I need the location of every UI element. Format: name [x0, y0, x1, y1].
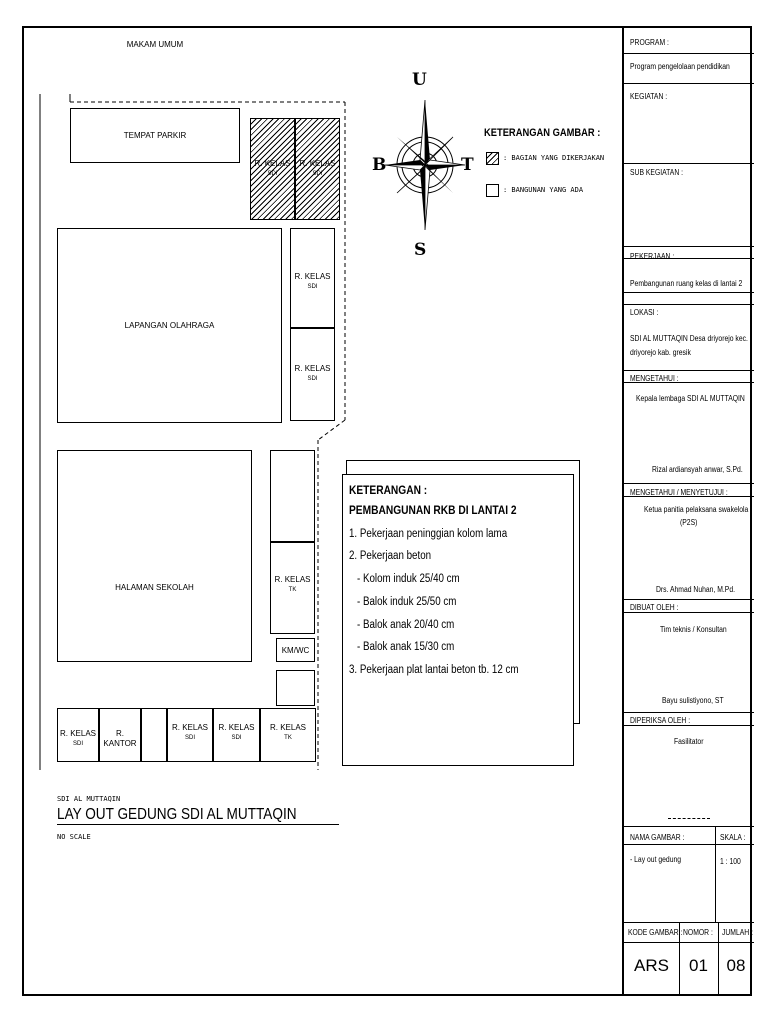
compass-south-label: S: [414, 240, 427, 260]
legend-title: KETERANGAN GAMBAR :: [484, 127, 601, 139]
pekerjaan-value: Pembangunan ruang kelas di lantai 2: [630, 279, 743, 288]
kode-gambar-label: KODE GAMBAR :: [628, 928, 683, 937]
kode-gambar-value: ARS: [634, 956, 669, 975]
classroom-tk-right-label: R. KELAS: [274, 575, 311, 584]
drawing-title-main: LAY OUT GEDUNG SDI AL MUTTAQIN: [57, 806, 339, 825]
skala-value: 1 : 100: [720, 857, 741, 866]
skala-label: SKALA :: [720, 833, 746, 842]
legend-empty-swatch: [486, 184, 499, 197]
small-block: [276, 670, 315, 706]
tb-divider: [624, 922, 754, 923]
parking-area: [70, 108, 240, 163]
bottom-classroom-4: [260, 708, 316, 762]
menyetujui-name: Drs. Ahmad Nuhan, M.Pd.: [656, 585, 735, 594]
jumlah-label: JUMLAH :: [722, 928, 753, 937]
nama-gambar-value: - Lay out gedung: [630, 855, 682, 864]
lokasi-value-2: driyorejo kab. gresik: [630, 348, 691, 357]
notes-subtitle: PEMBANGUNAN RKB DI LANTAI 2: [349, 503, 517, 517]
tb-divider: [624, 483, 754, 484]
compass-north-label: U: [412, 70, 427, 90]
program-label: PROGRAM :: [630, 38, 669, 47]
title-block: [622, 28, 752, 994]
menyetujui-role-1: Ketua panitia pelaksana swakelola: [644, 505, 749, 514]
bottom-classroom-1-label: R. KELAS: [59, 729, 96, 738]
notes-box: [342, 474, 574, 766]
lokasi-label: LOKASI :: [630, 308, 659, 317]
tb-divider: [624, 246, 754, 247]
classroom-right-2-label: R. KELAS: [294, 364, 331, 373]
tb-divider: [624, 370, 754, 371]
office-room-label: R. KANTOR: [103, 729, 137, 748]
classroom-right-1: [290, 228, 335, 328]
school-yard-label: HALAMAN SEKOLAH: [115, 583, 194, 592]
tb-divider: [624, 163, 754, 164]
tb-divider: [624, 826, 754, 827]
nomor-label: NOMOR :: [683, 928, 713, 937]
tb-divider: [624, 942, 754, 943]
compass-west-label: B: [372, 155, 387, 175]
tb-divider: [624, 712, 754, 713]
notes-title: KETERANGAN :: [349, 483, 428, 497]
lokasi-value-1: SDI AL MUTTAQIN Desa driyorejo kec.: [630, 334, 748, 343]
nama-gambar-label: NAMA GAMBAR :: [630, 833, 685, 842]
notes-line-3: - Kolom induk 25/40 cm: [357, 573, 460, 585]
tb-divider: [624, 292, 754, 293]
bottom-classroom-3-label: R. KELAS: [218, 723, 255, 732]
pekerjaan-label: PEKERJAAN :: [630, 252, 675, 261]
tk-upper-block: [270, 450, 315, 542]
sports-field-label: LAPANGAN OLAHRAGA: [124, 321, 215, 330]
bottom-classroom-2-label: R. KELAS: [171, 723, 208, 732]
toilet: [276, 638, 315, 662]
office-room: [99, 708, 141, 762]
classroom-tk-right: [270, 542, 315, 634]
school-yard: [57, 450, 252, 662]
worked-classroom-2-sub: SDI: [312, 171, 323, 177]
tb-divider: [624, 844, 754, 845]
jumlah-value: 08: [726, 956, 746, 975]
signature-line: [668, 818, 710, 819]
worked-classroom-2: [295, 118, 340, 220]
notes-line-4: - Balok induk 25/50 cm: [357, 596, 457, 608]
legend-item-existing: : BANGUNAN YANG ADA: [503, 186, 584, 194]
notes-line-5: - Balok anak 20/40 cm: [357, 619, 455, 631]
menyetujui-role-2: (P2S): [680, 518, 698, 527]
worked-classroom-1-sub: SDI: [267, 171, 278, 177]
notes-line-7: 3. Pekerjaan plat lantai beton tb. 12 cm: [349, 664, 519, 676]
sub-kegiatan-label: SUB KEGIATAN :: [630, 168, 684, 177]
tb-divider: [624, 53, 754, 54]
tb-divider: [624, 599, 754, 600]
mengetahui-label: MENGETAHUI :: [630, 374, 679, 383]
makam-umum-label: MAKAM UMUM: [126, 40, 184, 49]
bottom-classroom-3-sub: SDI: [231, 735, 242, 741]
diperiksa-role: Fasilitator: [674, 737, 704, 746]
worked-classroom-1: [250, 118, 295, 220]
mengetahui-role: Kepala lembaga SDI AL MUTTAQIN: [636, 394, 745, 403]
notes-line-1: 1. Pekerjaan peninggian kolom lama: [349, 528, 508, 540]
dibuat-role: Tim teknis / Konsultan: [660, 625, 727, 634]
notes-line-2: 2. Pekerjaan beton: [349, 550, 432, 562]
mengetahui-name: Rizal ardiansyah anwar, S.Pd.: [652, 465, 743, 474]
compass-east-label: T: [461, 155, 474, 175]
dibuat-label: DIBUAT OLEH :: [630, 603, 679, 612]
program-value: Program pengelolaan pendidikan: [630, 62, 730, 71]
kegiatan-label: KEGIATAN :: [630, 92, 668, 101]
sports-field: [57, 228, 282, 423]
legend-item-worked: : BAGIAN YANG DIKERJAKAN: [503, 154, 605, 162]
nomor-value: 01: [689, 956, 708, 975]
dibuat-name: Bayu sulistiyono, ST: [662, 696, 724, 705]
diperiksa-label: DIPERIKSA OLEH :: [630, 716, 691, 725]
bottom-classroom-3: [213, 708, 260, 762]
bottom-classroom-2-sub: SDI: [184, 735, 195, 741]
tb-divider: [624, 304, 754, 305]
drawing-title-small: SDI AL MUTTAQIN: [57, 795, 121, 803]
worked-classroom-1-label: R. KELAS: [254, 159, 291, 168]
notes-line-6: - Balok anak 15/30 cm: [357, 641, 455, 653]
legend-hatched-swatch: [486, 152, 499, 165]
tb-vertical-divider: [715, 826, 716, 922]
toilet-label: KM/WC: [281, 646, 310, 655]
bottom-classroom-1-sub: SDI: [72, 741, 83, 747]
bottom-classroom-1: [57, 708, 99, 762]
bottom-small-room: [141, 708, 167, 762]
classroom-right-1-sub: SDI: [307, 284, 318, 290]
bottom-classroom-4-label: R. KELAS: [269, 723, 306, 732]
classroom-tk-right-sub: TK: [288, 587, 297, 593]
menyetujui-label: MENGETAHUI / MENYETUJUI :: [630, 488, 728, 497]
classroom-right-2-sub: SDI: [307, 376, 318, 382]
classroom-right-1-label: R. KELAS: [294, 272, 331, 281]
drawing-scale-note: NO SCALE: [57, 833, 91, 841]
bottom-classroom-2: [167, 708, 213, 762]
tb-divider: [624, 83, 754, 84]
parking-label: TEMPAT PARKIR: [123, 131, 187, 140]
bottom-classroom-4-sub: TK: [284, 735, 292, 741]
classroom-right-2: [290, 328, 335, 421]
worked-classroom-2-label: R. KELAS: [299, 159, 336, 168]
compass-rose-icon: [380, 90, 470, 240]
